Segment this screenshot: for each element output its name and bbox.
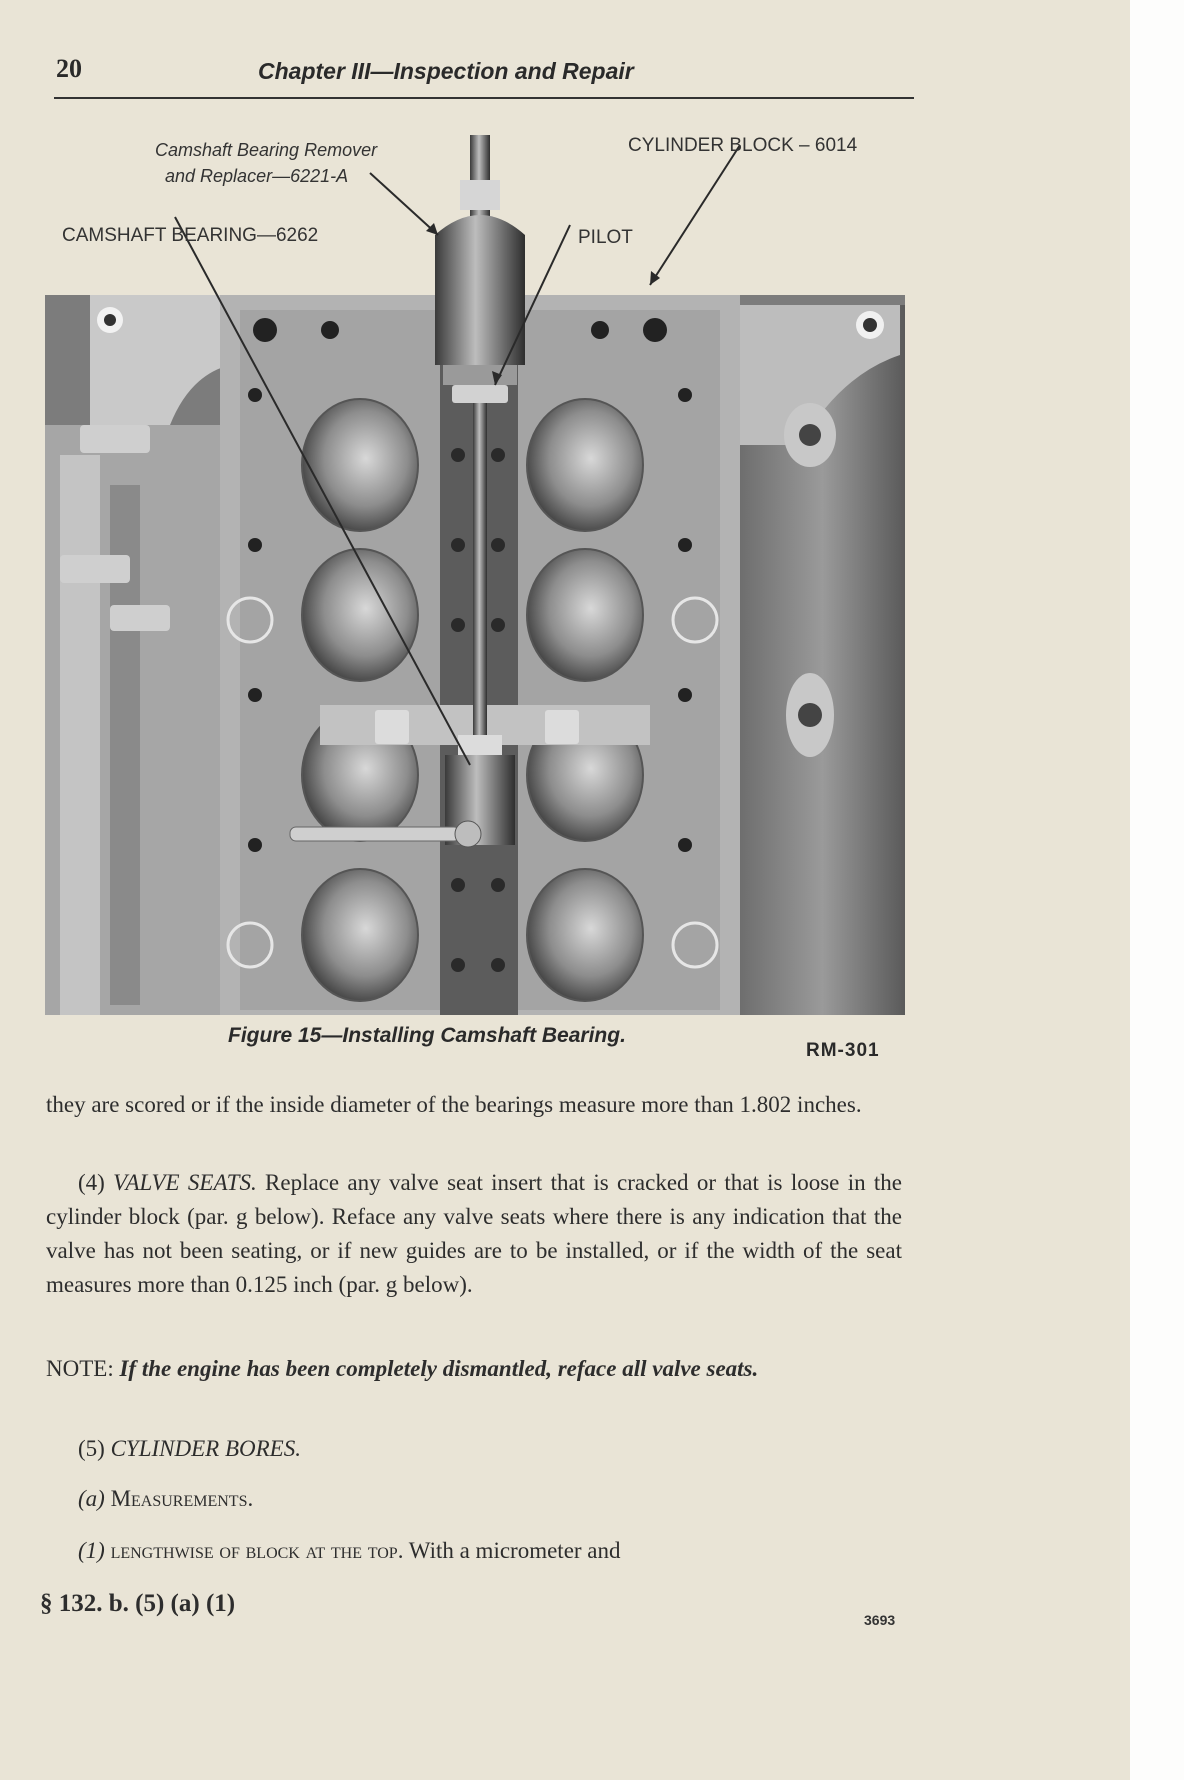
section-reference-text: § 132. b. (5) (a) (1) bbox=[40, 1590, 236, 1617]
figure-caption: Figure 15—Installing Camshaft Bearing. bbox=[228, 1024, 626, 1047]
label-pilot: PILOT bbox=[578, 227, 633, 248]
label-remover-line2: and Replacer—6221-A bbox=[165, 166, 349, 186]
paragraph-valve-seats bbox=[46, 1166, 902, 1302]
page-number: 20 bbox=[56, 54, 82, 83]
engine-block-illustration bbox=[40, 125, 920, 1015]
valve-seats-number: (4) bbox=[78, 1170, 105, 1195]
paragraph-1: they are scored or if the inside diameter of the bearings measure more than 1.802 inches. bbox=[46, 1092, 862, 1117]
valve-seats-heading: VALVE SEATS. bbox=[113, 1170, 257, 1195]
measurements-heading: Measurements. bbox=[110, 1486, 254, 1511]
label-remover-line1: Camshaft Bearing Remover bbox=[155, 140, 378, 160]
lengthwise-heading: lengthwise of block at the top. bbox=[110, 1538, 404, 1563]
paragraph-lengthwise bbox=[46, 1534, 902, 1568]
lengthwise-body: With a micrometer and bbox=[408, 1538, 621, 1563]
note bbox=[46, 1352, 902, 1386]
note-label: NOTE: bbox=[46, 1356, 114, 1381]
figure-photo bbox=[40, 125, 920, 1015]
note-body: If the engine has been completely dismantled, reface all valve seats. bbox=[119, 1356, 759, 1381]
measurements-number: (a) bbox=[78, 1486, 105, 1511]
label-cylinder-block: CYLINDER BLOCK – 6014 bbox=[628, 135, 858, 156]
valve-seats-body: Replace any valve seat insert that is cracked or that is loose in the cylinder block (par. g below). Reface any valve seats where there is any indication that the valve has not been seating, or if new guides are to be installed, or if the width of the seat measures more than 0.125 inch (par. g below). bbox=[46, 1170, 903, 1297]
section-reference bbox=[40, 1590, 235, 1618]
paragraph-measurements bbox=[46, 1482, 902, 1516]
scan-margin bbox=[1130, 0, 1184, 1780]
print-code: 3693 bbox=[864, 1612, 896, 1628]
cylinder-bores-number: (5) bbox=[78, 1436, 105, 1461]
paragraph-cylinder-bores bbox=[46, 1432, 902, 1466]
lengthwise-number: (1) bbox=[78, 1538, 105, 1563]
figure-code: RM-301 bbox=[806, 1040, 880, 1061]
label-camshaft-bearing: CAMSHAFT BEARING—6262 bbox=[62, 225, 319, 246]
chapter-title: Chapter III—Inspection and Repair bbox=[258, 58, 634, 84]
header-rule bbox=[54, 97, 914, 99]
cylinder-bores-heading: CYLINDER BORES. bbox=[110, 1436, 301, 1461]
